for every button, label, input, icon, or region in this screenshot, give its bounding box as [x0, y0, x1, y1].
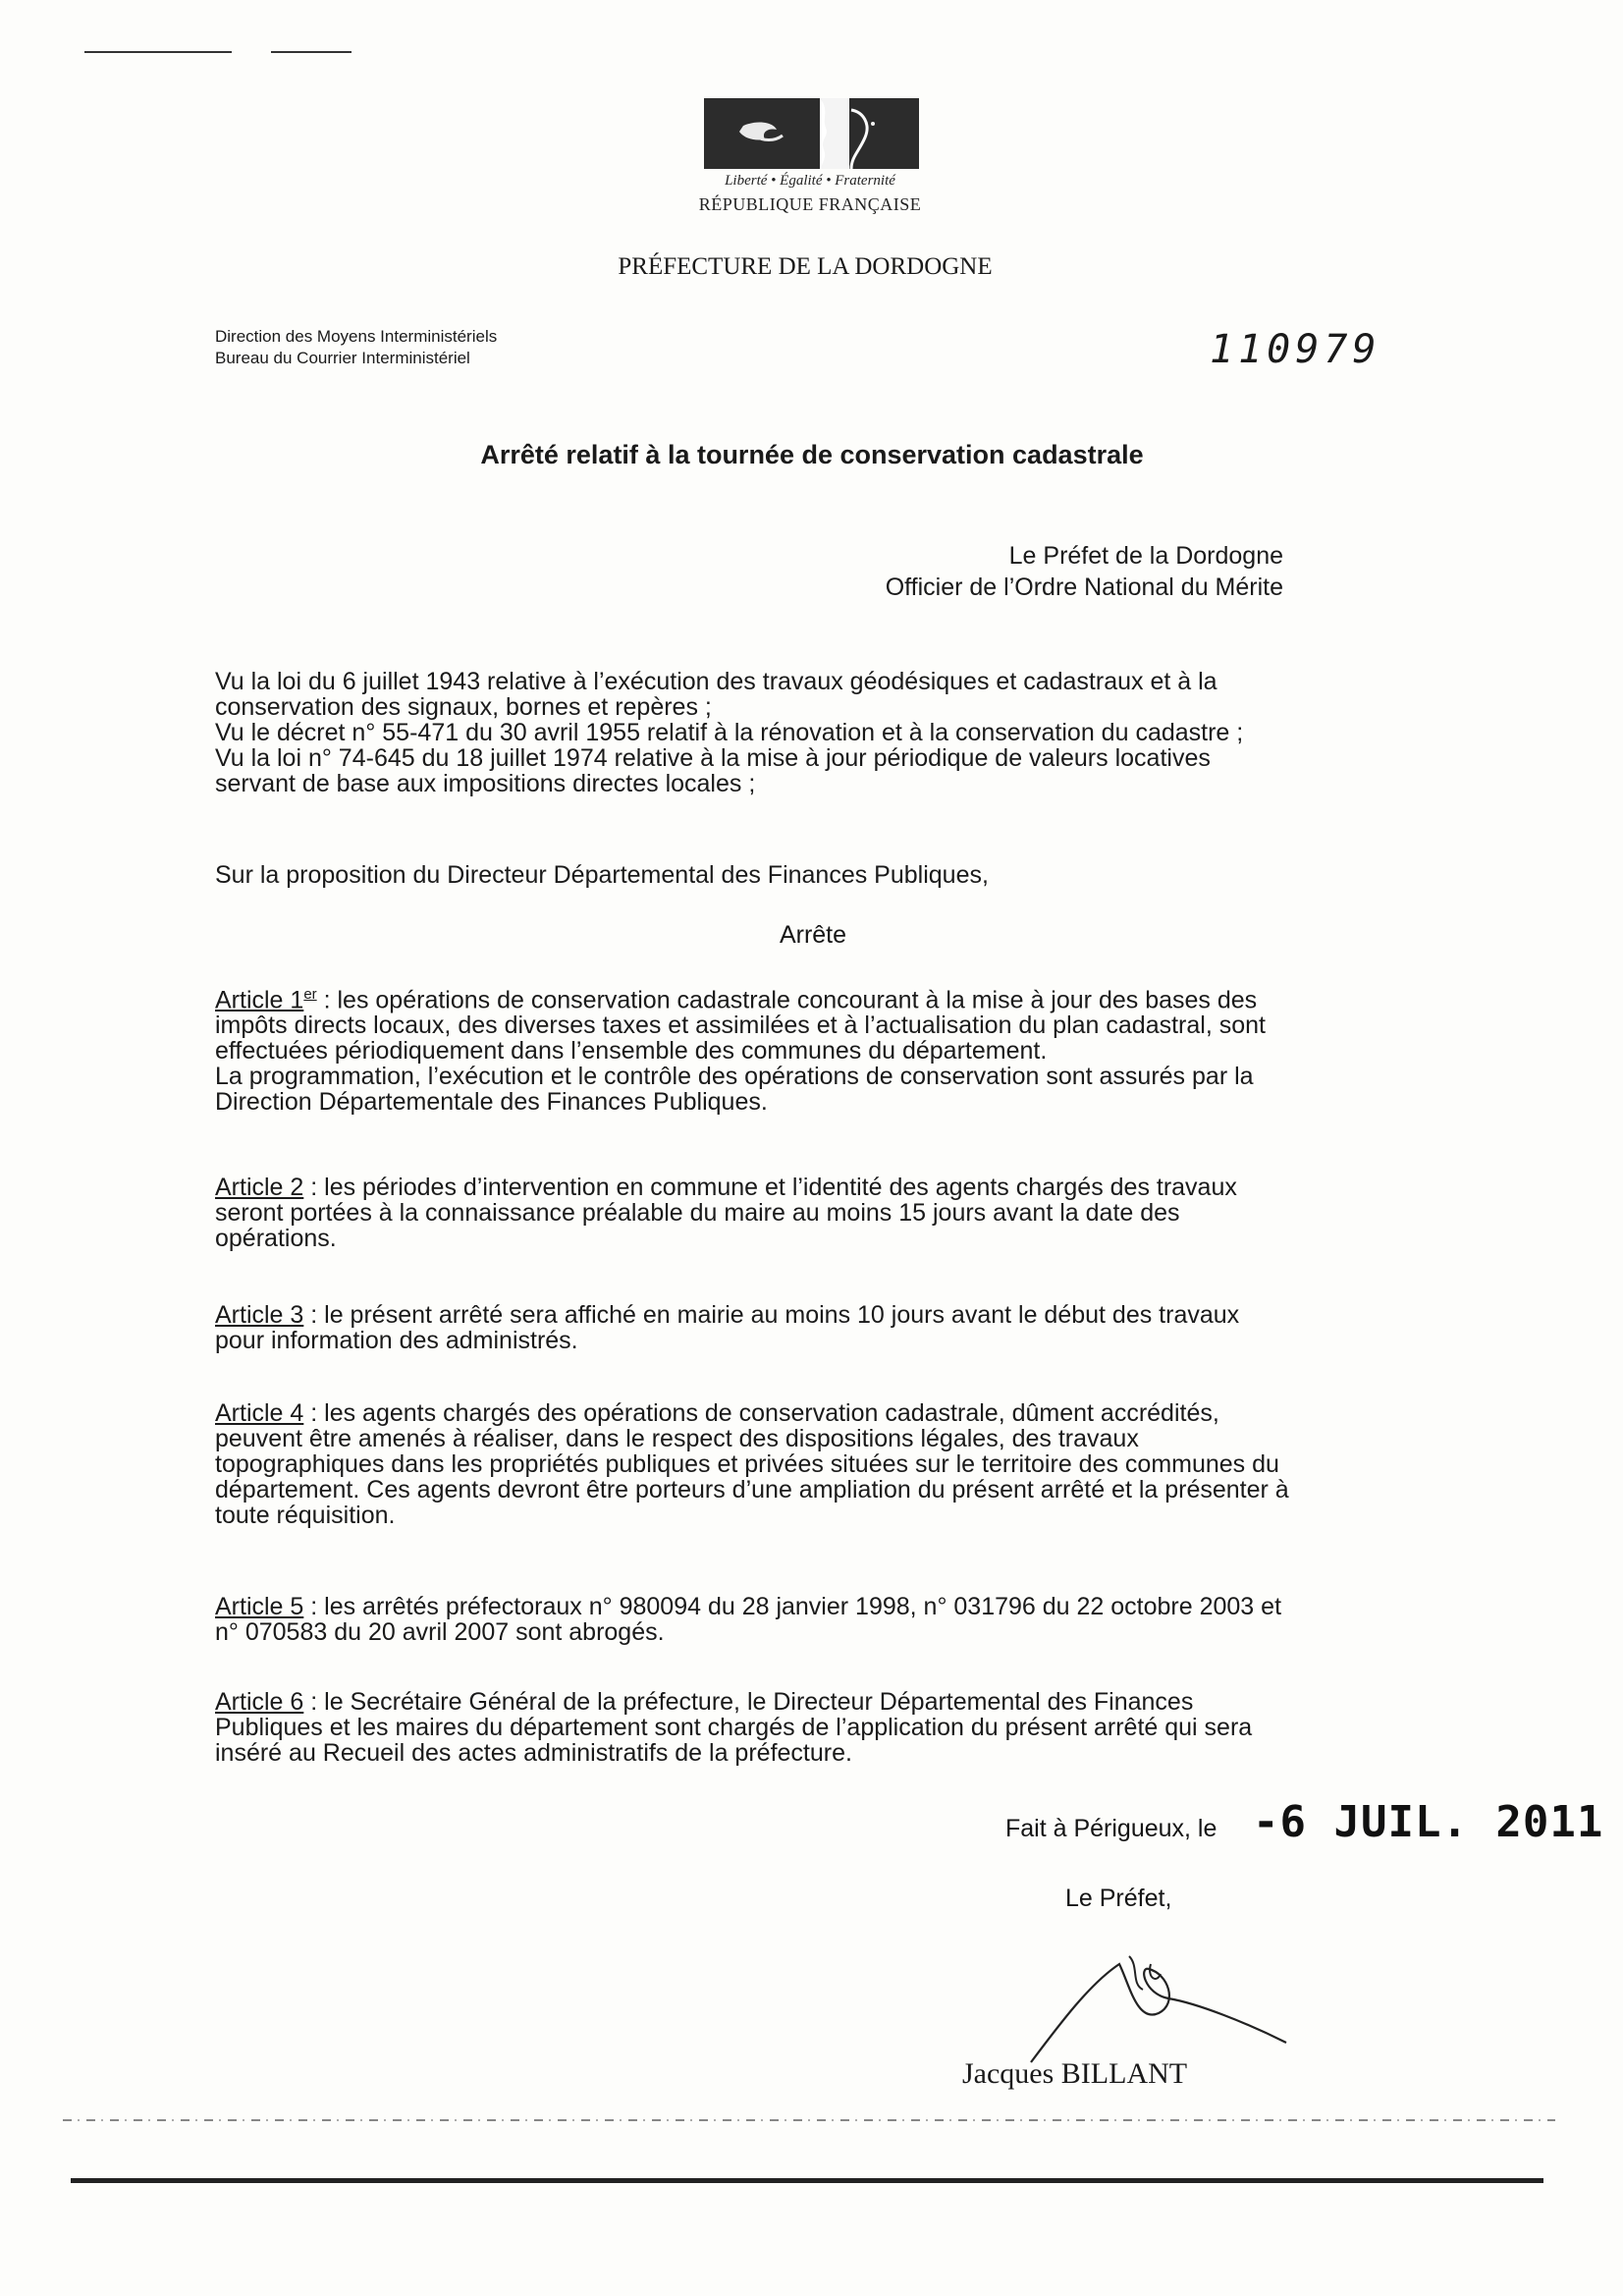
decision-heading: Arrête	[779, 921, 847, 949]
visa-line: Vu le décret n° 55-471 du 30 avril 1955 relatif à la rénovation et à la conservation du cadastre ;	[215, 719, 1244, 746]
visa-line: Vu la loi du 6 juillet 1943 relative à l’exécution des travaux géodésiques et cadastraux et à la	[215, 668, 1217, 695]
bottom-rule	[71, 2178, 1543, 2183]
article-line: pour information des administrés.	[215, 1327, 578, 1354]
article-5	[215, 1594, 1411, 1645]
signature-scribble	[1021, 1944, 1296, 2072]
top-dash-mark	[84, 51, 232, 53]
prefecture-heading: PRÉFECTURE DE LA DORDOGNE	[618, 253, 993, 280]
visas-paragraph	[215, 669, 1411, 796]
article-label: Article 1	[215, 986, 304, 1014]
article-line: opérations.	[215, 1225, 337, 1252]
article-line: topographiques dans les propriétés publiques et privées situées sur le territoire des communes du	[215, 1450, 1279, 1478]
article-4	[215, 1400, 1411, 1528]
signature-name: Jacques BILLANT	[962, 2057, 1188, 2090]
article-line: effectuées périodiquement dans l’ensemble des communes du département.	[215, 1037, 1048, 1066]
scan-dotted-line	[63, 2119, 1555, 2121]
article-1	[215, 982, 1411, 1115]
emblem-motto: Liberté • Égalité • Fraternité	[725, 173, 895, 189]
marianne-icon	[704, 98, 919, 169]
article-line: : les agents chargés des opérations de conservation cadastrale, dûment accrédités,	[310, 1399, 1219, 1427]
article-6	[215, 1689, 1411, 1766]
article-line: : les périodes d’intervention en commune et l’identité des agents chargés des travaux	[310, 1174, 1237, 1201]
article-label-sup: er	[303, 986, 317, 1003]
article-line: : les arrêtés préfectoraux n° 980094 du 28 janvier 1998, n° 031796 du 22 octobre 2003 et	[310, 1593, 1282, 1620]
article-line: La programmation, l’exécution et le contrôle des opérations de conservation sont assurés par la	[215, 1063, 1254, 1091]
article-line: Publiques et les maires du département sont chargés de l’application du présent arrêté qui sera	[215, 1714, 1253, 1741]
date-stamp: -6 JUIL. 2011	[1253, 1797, 1604, 1847]
article-label: Article 4	[215, 1399, 304, 1427]
article-line: toute réquisition.	[215, 1502, 396, 1529]
article-line: inséré au Recueil des actes administratifs de la préfecture.	[215, 1739, 852, 1767]
article-line: département. Ces agents devront être porteurs d’une ampliation du présent arrêté et la présenter à	[215, 1476, 1289, 1503]
article-label: Article 2	[215, 1174, 304, 1201]
reference-number: 110979	[1210, 327, 1381, 372]
article-3	[215, 1302, 1411, 1353]
article-line: impôts directs locaux, des diverses taxes et assimilées et à l’actualisation du plan cadastral, sont	[215, 1011, 1266, 1040]
article-line: : les opérations de conservation cadastrale concourant à la mise à jour des bases des	[323, 986, 1258, 1014]
article-line: : le Secrétaire Général de la préfecture, le Directeur Départemental des Finances	[310, 1688, 1194, 1716]
made-at-label: Fait à Périgueux, le	[1005, 1815, 1217, 1842]
article-line: Direction Départementale des Finances Publiques.	[215, 1088, 768, 1117]
signatory-line-2: Officier de l’Ordre National du Mérite	[885, 574, 1283, 601]
visa-line: Vu la loi n° 74-645 du 18 juillet 1974 relative à la mise à jour périodique de valeurs locatives	[215, 744, 1211, 772]
proposal-line: Sur la proposition du Directeur Départemental des Finances Publiques,	[215, 861, 989, 889]
article-label: Article 3	[215, 1301, 304, 1329]
article-line: seront portées à la connaissance préalable du maire au moins 15 jours avant la date des	[215, 1199, 1180, 1227]
article-line: n° 070583 du 20 avril 2007 sont abrogés.	[215, 1618, 665, 1646]
article-label: Article 6	[215, 1688, 304, 1716]
signatory-line-1: Le Préfet de la Dordogne	[1008, 542, 1283, 570]
visa-line: servant de base aux impositions directes locales ;	[215, 770, 756, 797]
prefet-label: Le Préfet,	[1065, 1885, 1172, 1912]
article-line: peuvent être amenés à réaliser, dans le respect des dispositions légales, des travaux	[215, 1425, 1139, 1452]
article-2	[215, 1175, 1411, 1251]
visa-line: conservation des signaux, bornes et repères ;	[215, 693, 712, 721]
article-line: : le présent arrêté sera affiché en mairie au moins 10 jours avant le début des travaux	[310, 1301, 1240, 1329]
emblem-republic: RÉPUBLIQUE FRANÇAISE	[698, 194, 922, 214]
marianne-logo	[704, 98, 919, 169]
direction-label: Direction des Moyens Interministériels	[215, 327, 498, 346]
article-label: Article 5	[215, 1593, 304, 1620]
top-dash-mark	[271, 51, 352, 53]
document-title: Arrêté relatif à la tournée de conservation cadastrale	[480, 440, 1144, 469]
bureau-label: Bureau du Courrier Interministériel	[215, 349, 470, 367]
